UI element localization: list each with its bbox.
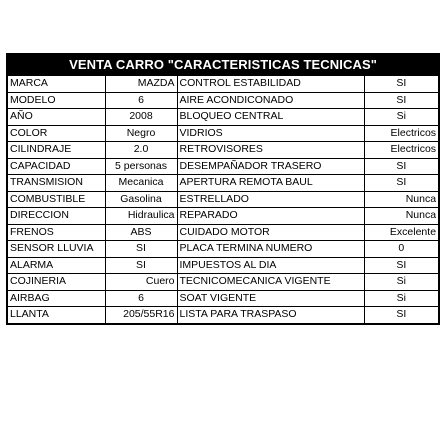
row-value: Hidraulica	[105, 208, 177, 225]
table-row	[7, 142, 439, 159]
row-value: MAZDA	[105, 76, 177, 93]
row-label: COLOR	[7, 125, 105, 142]
row-label: SENSOR LLUVIA	[7, 241, 105, 258]
row-feature: LISTA PARA TRASPASO	[177, 307, 364, 324]
row-label: TRANSMISION	[7, 175, 105, 192]
row-feature: REPARADO	[177, 208, 364, 225]
row-value: 6	[105, 92, 177, 109]
row-label: MODELO	[7, 92, 105, 109]
row-value: Negro	[105, 125, 177, 142]
row-status: Electricos	[364, 142, 439, 159]
table-row	[7, 241, 439, 258]
row-feature: IMPUESTOS AL DIA	[177, 257, 364, 274]
row-feature: DESEMPAÑADOR TRASERO	[177, 158, 364, 175]
row-feature: VIDRIOS	[177, 125, 364, 142]
row-label: MARCA	[7, 76, 105, 93]
row-label: COJINERIA	[7, 274, 105, 291]
row-status: Si	[364, 274, 439, 291]
row-value: 6	[105, 290, 177, 307]
row-label: ALARMA	[7, 257, 105, 274]
row-value: SI	[105, 257, 177, 274]
row-value: 2.0	[105, 142, 177, 159]
row-status: SI	[364, 158, 439, 175]
row-status: 0	[364, 241, 439, 258]
table-row	[7, 290, 439, 307]
row-feature: ESTRELLADO	[177, 191, 364, 208]
row-status: SI	[364, 175, 439, 192]
row-value: 205/55R16	[105, 307, 177, 324]
table-row	[7, 307, 439, 324]
row-feature: CUIDADO MOTOR	[177, 224, 364, 241]
spec-table	[6, 53, 440, 325]
row-status: Si	[364, 109, 439, 126]
row-status: SI	[364, 76, 439, 93]
row-label: FRENOS	[7, 224, 105, 241]
row-status: Si	[364, 290, 439, 307]
row-feature: AIRE ACONDICONADO	[177, 92, 364, 109]
row-value: SI	[105, 241, 177, 258]
row-value: ABS	[105, 224, 177, 241]
row-label: AIRBAG	[7, 290, 105, 307]
row-feature: TECNICOMECANICA VIGENTE	[177, 274, 364, 291]
table-row	[7, 257, 439, 274]
spec-sheet	[6, 53, 438, 325]
row-status: SI	[364, 92, 439, 109]
row-value: 2008	[105, 109, 177, 126]
row-status: Electricos	[364, 125, 439, 142]
row-value: Gasolina	[105, 191, 177, 208]
table-row	[7, 125, 439, 142]
row-status: SI	[364, 307, 439, 324]
row-label: DIRECCION	[7, 208, 105, 225]
table-row	[7, 76, 439, 93]
table-row	[7, 191, 439, 208]
row-value: 5 personas	[105, 158, 177, 175]
row-value: Mecanica	[105, 175, 177, 192]
table-row	[7, 158, 439, 175]
table-row	[7, 92, 439, 109]
row-feature: SOAT VIGENTE	[177, 290, 364, 307]
row-value: Cuero	[105, 274, 177, 291]
row-label: CAPACIDAD	[7, 158, 105, 175]
row-label: AÑO	[7, 109, 105, 126]
table-row	[7, 224, 439, 241]
row-feature: PLACA TERMINA NUMERO	[177, 241, 364, 258]
row-label: COMBUSTIBLE	[7, 191, 105, 208]
row-label: LLANTA	[7, 307, 105, 324]
row-feature: RETROVISORES	[177, 142, 364, 159]
table-row	[7, 274, 439, 291]
table-row	[7, 208, 439, 225]
table-row	[7, 175, 439, 192]
table-title-row	[7, 54, 439, 76]
row-feature: APERTURA REMOTA BAUL	[177, 175, 364, 192]
table-row	[7, 109, 439, 126]
row-status: Excelente	[364, 224, 439, 241]
row-feature: BLOQUEO CENTRAL	[177, 109, 364, 126]
table-title: VENTA CARRO "CARACTERISTICAS TECNICAS"	[7, 54, 439, 76]
row-label: CILINDRAJE	[7, 142, 105, 159]
row-status: Nunca	[364, 208, 439, 225]
row-feature: CONTROL ESTABILIDAD	[177, 76, 364, 93]
row-status: SI	[364, 257, 439, 274]
row-status: Nunca	[364, 191, 439, 208]
